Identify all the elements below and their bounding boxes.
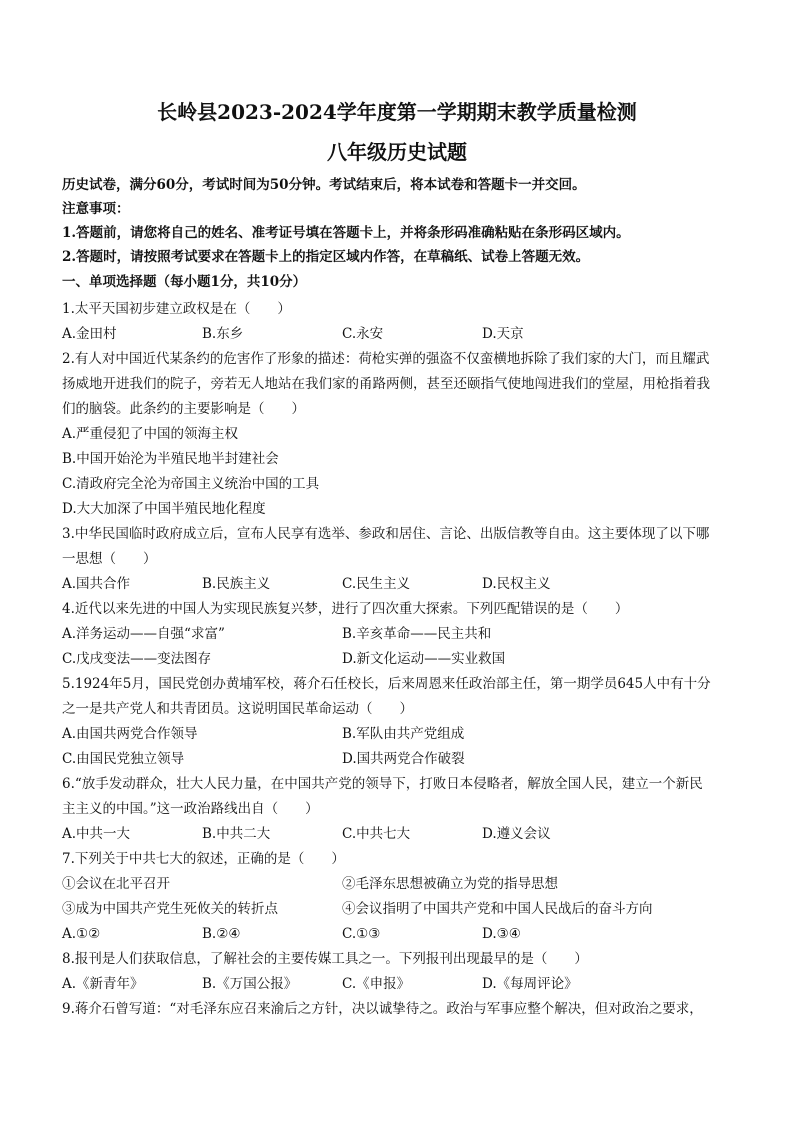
q7-item-1: ①会议在北平召开 (62, 876, 170, 892)
q4-option-d: D.新文化运动——实业救国 (342, 651, 506, 667)
q7-option-a: A.①② (62, 926, 101, 942)
q4-option-c: C.戊戌变法——变法图存 (62, 651, 212, 667)
question-8-stem: 8.报刊是人们获取信息，了解社会的主要传媒工具之一。下列报刊出现最早的是（ ） (62, 951, 588, 967)
q1-option-b: B.东乡 (202, 326, 244, 342)
q5-option-a: A.由国共两党合作领导 (62, 726, 198, 742)
q3-option-d: D.民权主义 (482, 576, 551, 592)
question-2-line-1: 2.有人对中国近代某条约的危害作了形象的描述：荷枪实弹的强盗不仅蛮横地拆除了我们家的大门，而且耀武 (62, 351, 710, 367)
question-4-stem: 4.近代以来先进的中国人为实现民族复兴梦，进行了四次重大探索。下列匹配错误的是（ ） (62, 601, 629, 617)
intro-line: 历史试卷，满分60分，考试时间为50分钟。考试结束后，将本试卷和答题卡一并交回。 (62, 177, 586, 193)
exam-subtitle: 八年级历史试题 (327, 140, 467, 164)
q2-option-c: C.清政府完全沦为帝国主义统治中国的工具 (62, 476, 320, 492)
q7-option-d: D.③④ (482, 926, 521, 942)
q6-option-d: D.遵义会议 (482, 826, 551, 842)
exam-title: 长岭县2023-2024学年度第一学期期末教学质量检测 (157, 100, 637, 124)
question-3-line-2: 一思想（ ） (62, 551, 157, 567)
q4-option-a: A.洋务运动——自强“求富” (62, 626, 225, 642)
q2-option-a: A.严重侵犯了中国的领海主权 (62, 426, 239, 442)
question-6-line-2: 主主义的中国。”这一政治路线出自（ ） (62, 801, 319, 817)
question-7-stem: 7.下列关于中共七大的叙述，正确的是（ ） (62, 851, 345, 867)
section-heading: 一、单项选择题（每小题1分，共10分） (62, 274, 307, 290)
question-2-line-2: 扬威地开进我们的院子，旁若无人地站在我们家的甬路两侧，甚至还颐指气使地闯进我们的堂屋，用枪指着我 (62, 376, 710, 392)
question-9-line-1: 9.蒋介石曾写道：“对毛泽东应召来渝后之方针，决以诚挚待之。政治与军事应整个解决，但对政治之要求， (62, 1001, 703, 1017)
q1-option-a: A.金田村 (62, 326, 117, 342)
q5-option-c: C.由国民党独立领导 (62, 751, 185, 767)
q1-option-d: D.天京 (482, 326, 524, 342)
q2-option-d: D.大大加深了中国半殖民地化程度 (62, 501, 266, 517)
q5-option-b: B.军队由共产党组成 (342, 726, 465, 742)
q8-option-a: A.《新青年》 (62, 976, 144, 992)
q7-option-c: C.①③ (342, 926, 381, 942)
q8-option-b: B.《万国公报》 (202, 976, 298, 992)
question-5-line-2: 之一是共产党人和共青团员。这说明国民革命运动（ ） (62, 701, 413, 717)
q4-option-b: B.辛亥革命——民主共和 (342, 626, 492, 642)
note-1: 1.答题前，请您将自己的姓名、准考证号填在答题卡上，并将条形码准确粘贴在条形码区域内。 (62, 225, 630, 241)
question-1-stem: 1.太平天国初步建立政权是在（ ） (62, 301, 291, 317)
q6-option-b: B.中共二大 (202, 826, 271, 842)
question-3-line-1: 3.中华民国临时政府成立后，宣布人民享有选举、参政和居住、言论、出版信教等自由。这主要体现了以下哪 (62, 526, 710, 542)
note-2: 2.答题时，请按照考试要求在答题卡上的指定区域内作答，在草稿纸、试卷上答题无效。 (62, 249, 590, 265)
q7-item-3: ③成为中国共产党生死攸关的转折点 (62, 901, 278, 917)
notice-label: 注意事项： (62, 201, 130, 217)
question-5-line-1: 5.1924年5月，国民党创办黄埔军校，蒋介石任校长，后来周恩来任政治部主任，第一期学员645人中有十分 (62, 676, 711, 692)
q3-option-a: A.国共合作 (62, 576, 131, 592)
question-6-line-1: 6.“放手发动群众，壮大人民力量，在中国共产党的领导下，打败日本侵略者，解放全国人民，建立一个新民 (62, 776, 703, 792)
question-2-line-3: 们的脑袋。此条约的主要影响是（ ） (62, 401, 305, 417)
q2-option-b: B.中国开始沦为半殖民地半封建社会 (62, 451, 279, 467)
q3-option-c: C.民生主义 (342, 576, 411, 592)
q1-option-c: C.永安 (342, 326, 384, 342)
q6-option-c: C.中共七大 (342, 826, 411, 842)
q8-option-d: D.《每周评论》 (482, 976, 578, 992)
q3-option-b: B.民族主义 (202, 576, 271, 592)
q7-option-b: B.②④ (202, 926, 241, 942)
q7-item-4: ④会议指明了中国共产党和中国人民战后的奋斗方向 (342, 901, 653, 917)
q8-option-c: C.《申报》 (342, 976, 411, 992)
q5-option-d: D.国共两党合作破裂 (342, 751, 465, 767)
q7-item-2: ②毛泽东思想被确立为党的指导思想 (342, 876, 558, 892)
q6-option-a: A.中共一大 (62, 826, 131, 842)
